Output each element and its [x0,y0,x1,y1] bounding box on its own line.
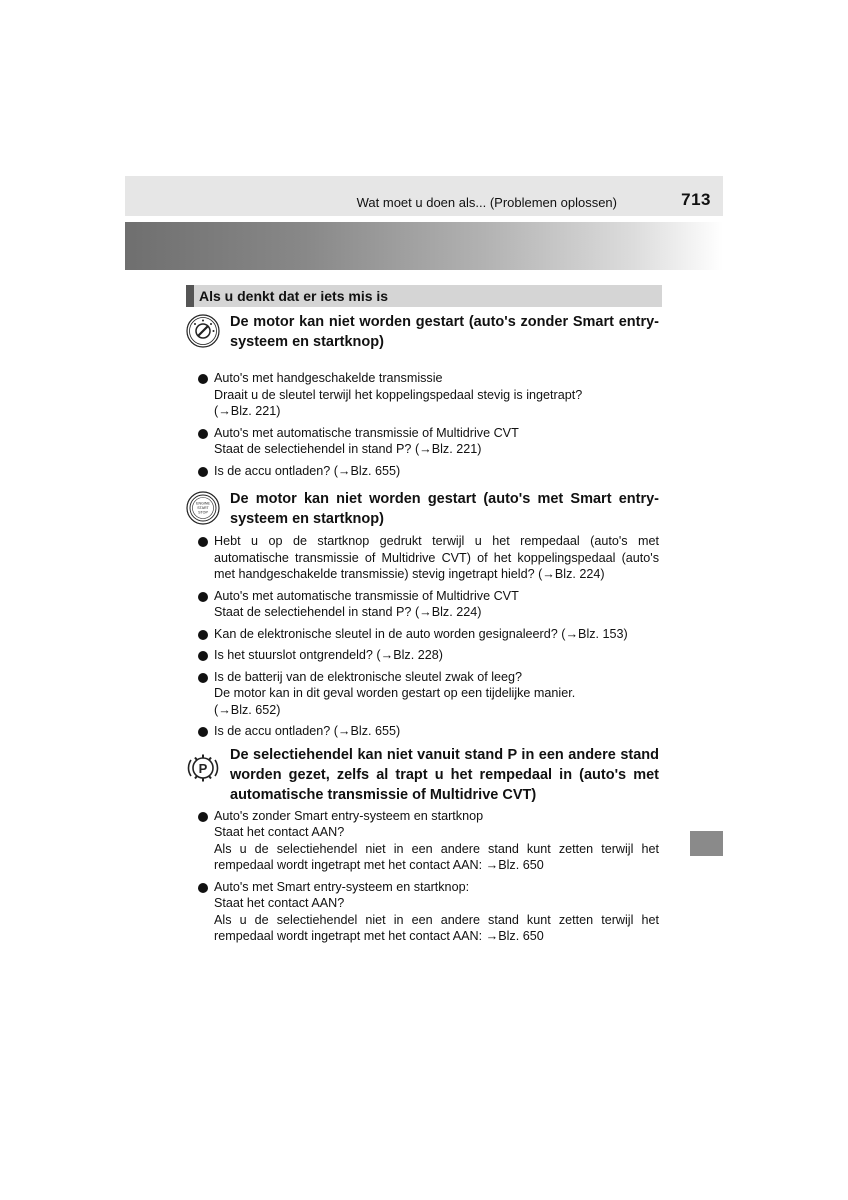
item-line: Auto's met automatische transmissie of Multidrive CVT [214,425,519,440]
list-item [186,533,659,583]
item-line: Staat het contact AAN? [214,896,345,910]
item-line: Is de accu ontladen? (→Blz. 655) [214,463,401,478]
bullet-list [186,533,659,740]
item-line: Is het stuurslot ontgrendeld? (→Blz. 228) [214,648,443,662]
topic-shift-lever [186,745,659,945]
list-item [186,669,659,719]
section-heading: Als u denkt dat er iets mis is [186,285,662,307]
item-line: Staat het contact AAN? [214,825,345,839]
icon-label-start: START [197,506,209,510]
item-line: Draait u de sleutel terwijl het koppelingspedaal stevig is ingetrapt? [214,387,583,402]
item-line: Auto's zonder Smart entry-systeem en startknop [214,808,484,823]
topic-smart-entry [186,489,659,740]
icon-label-p: P [198,760,208,776]
bullet-list [186,370,659,479]
page-header [125,176,723,216]
topic-header [186,312,659,352]
item-line: De motor kan in dit geval worden gestart op een tijdelijke manier. [214,686,576,700]
icon-label-stop: STOP [198,510,208,515]
topic-no-smart-entry [186,312,659,479]
list-item [186,463,659,480]
topic-title: De motor kan niet worden gestart (auto's met Smart entry-systeem en startknop) [230,491,659,527]
topic-title: De selectiehendel kan niet vanuit stand P in een andere stand worden gezet, zelfs al trapt u het rempedaal in (auto's met automatische transmissie of Multidrive CVT) [230,746,659,803]
list-item [186,626,659,643]
item-line: Als u de selectiehendel niet in een andere stand kunt zetten terwijl het rempedaal wordt ingetrapt met het contact AAN: →Blz. 650 [214,841,659,872]
topic-header [186,745,659,805]
topic-header [186,489,659,529]
list-item [186,425,659,458]
item-line: Is de accu ontladen? (→Blz. 655) [214,724,401,738]
item-line: Als u de selectiehendel niet in een andere stand kunt zetten terwijl het rempedaal wordt ingetrapt met het contact AAN: →Blz. 650 [214,912,659,943]
item-line: Kan de elektronische sleutel in de auto worden gesignaleerd? (→Blz. 153) [214,626,628,641]
page-number: 713 [681,190,711,209]
icon-label-engine: ENGINE [196,501,210,506]
item-line: Auto's met handgeschakelde transmissie [214,371,443,385]
content-area [186,312,659,950]
ignition-key-cylinder-icon [186,314,220,348]
list-item [186,723,659,740]
list-item [186,647,659,664]
item-line: Staat de selectiehendel in stand P? (→Blz. 224) [214,605,482,619]
item-line: Staat de selectiehendel in stand P? (→Blz. 221) [214,442,482,456]
bullet-list [186,808,659,945]
park-gear-warning-icon [186,751,220,785]
engine-start-stop-button-icon [186,491,220,525]
list-item [186,370,659,420]
item-line: Is de batterij van de elektronische sleutel zwak of leeg? [214,669,523,684]
item-line: Auto's met Smart entry-systeem en startknop: [214,879,470,894]
topic-title: De motor kan niet worden gestart (auto's zonder Smart entry-systeem en startknop) [230,314,659,350]
item-line: Auto's met automatische transmissie of Multidrive CVT [214,588,519,603]
page-reference: (→Blz. 652) [214,702,281,717]
chapter-gradient-bar [125,222,723,270]
header-title: Wat moet u doen als... (Problemen oplossen) [356,195,617,210]
list-item [186,879,659,945]
item-line: Hebt u op de startknop gedrukt terwijl u het rempedaal (auto's met automatische transmissie of Multidrive CVT) of het koppelingspedaal (auto's met handgeschakelde transmissie) stevig ingetrapt hield? (→Blz. 224) [214,534,659,581]
page-reference: (→Blz. 221) [214,404,281,418]
list-item [186,588,659,621]
chapter-side-tab [690,831,723,856]
list-item [186,808,659,874]
